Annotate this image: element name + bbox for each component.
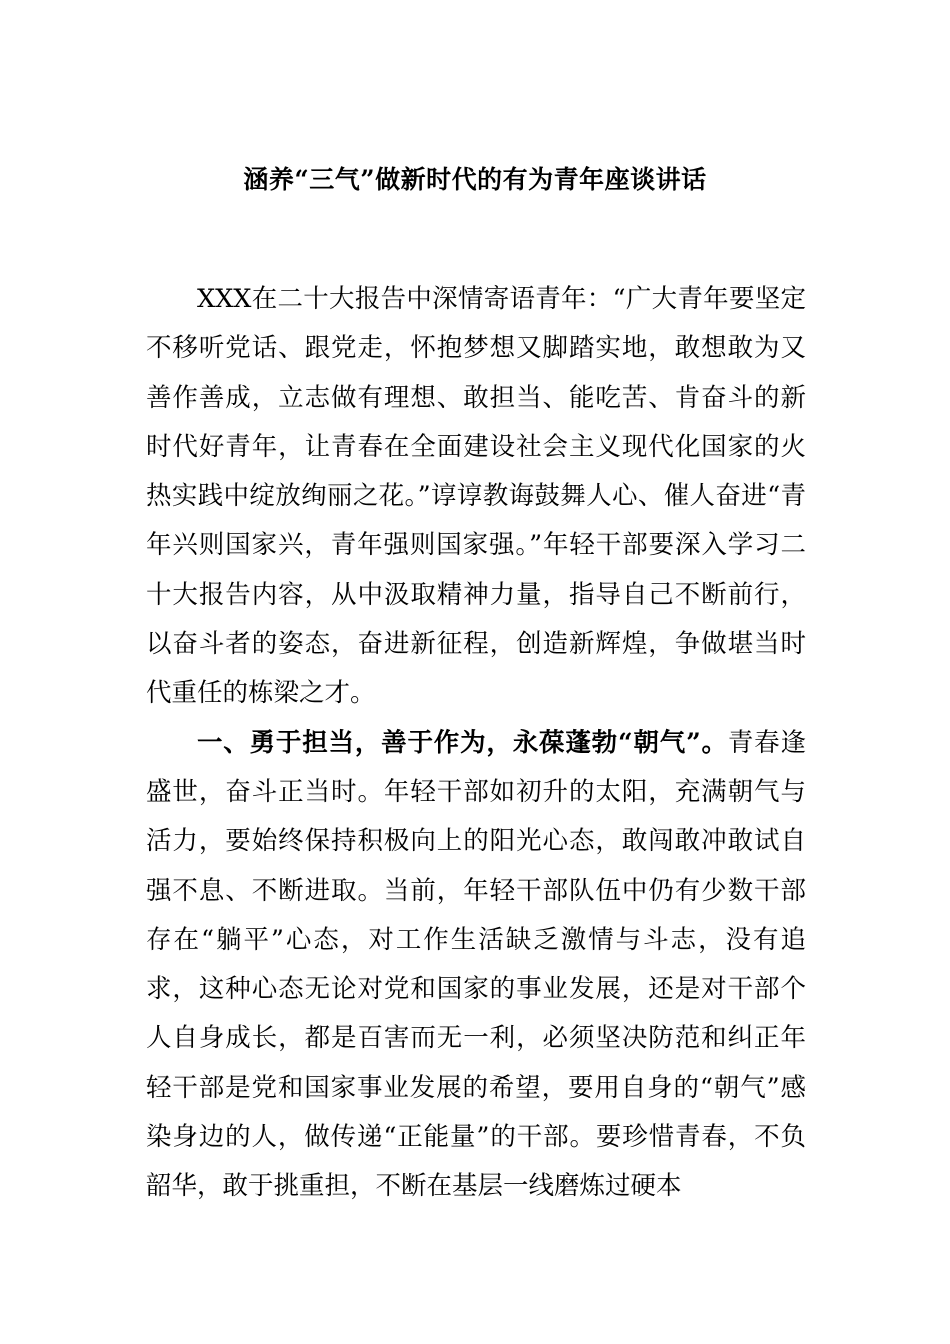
- document-title: 涵养“三气”做新时代的有为青年座谈讲话: [243, 165, 707, 194]
- paragraph-text: XXX在二十大报告中深情寄语青年：“广大青年要坚定不移听党话、跟党走，怀抱梦想又脚踏实地，敢想敢为又善作善成，立志做有理想、敢担当、能吃苦、肯奋斗的新时代好青年，让青春在全面建设社会主义现代化国家的火热实践中绽放绚丽之花。”谆谆教诲鼓舞人心、催人奋进“青年兴则国家兴，青年强则国家强。”年轻干部要深入学习二十大报告内容，从中汲取精神力量，指导自己不断前行，以奋斗者的姿态，奋进新征程，创造新辉煌，争做堪当时代重任的栋梁之才。: [146, 284, 806, 709]
- body-paragraph: [146, 719, 806, 1212]
- paragraph-text: 青春逢盛世，奋斗正当时。年轻干部如初升的太阳，充满朝气与活力，要始终保持积极向上的阳光心态，敢闯敢冲敢试自强不息、不断进取。当前，年轻干部队伍中仍有少数干部存在“躺平”心态，对工作生活缺乏激情与斗志，没有追求，这种心态无论对党和国家的事业发展，还是对干部个人自身成长，都是百害而无一利，必须坚决防范和纠正年轻干部是党和国家事业发展的希望，要用自身的“朝气”感染身边的人，做传递“正能量”的干部。要珍惜青春，不负韶华，敢于挑重担，不断在基层一线磨炼过硬本: [146, 727, 806, 1202]
- document-body: [146, 275, 806, 1212]
- section-heading: 一、勇于担当，善于作为，永葆蓬勃“朝气”。: [197, 727, 728, 758]
- body-paragraph: [146, 275, 806, 719]
